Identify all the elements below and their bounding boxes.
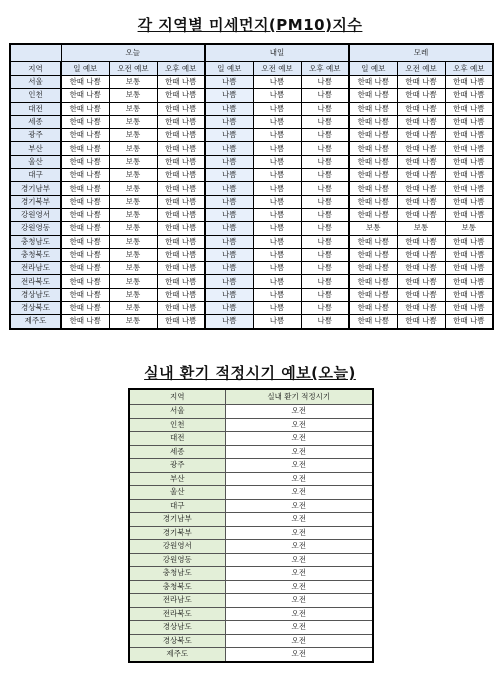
forecast-cell: 보통 [109, 169, 157, 182]
forecast-cell: 나쁨 [253, 195, 301, 208]
forecast-cell: 나쁨 [301, 182, 349, 195]
forecast-cell: 나쁨 [205, 195, 253, 208]
table-row [129, 607, 373, 621]
forecast-cell: 한때 나쁨 [349, 235, 397, 248]
forecast-cell: 한때 나쁨 [397, 182, 445, 195]
forecast-cell: 한때 나쁨 [397, 288, 445, 301]
vent-region-cell: 세종 [129, 445, 225, 459]
forecast-cell: 한때 나쁨 [397, 195, 445, 208]
forecast-cell: 나쁨 [205, 129, 253, 142]
forecast-cell: 나쁨 [253, 302, 301, 315]
forecast-cell: 나쁨 [301, 76, 349, 89]
forecast-cell: 한때 나쁨 [61, 89, 109, 102]
forecast-cell: 한때 나쁨 [61, 182, 109, 195]
forecast-cell: 한때 나쁨 [397, 155, 445, 168]
forecast-cell: 한때 나쁨 [445, 169, 493, 182]
forecast-cell: 나쁨 [301, 115, 349, 128]
forecast-cell: 나쁨 [301, 235, 349, 248]
forecast-cell: 나쁨 [301, 169, 349, 182]
forecast-cell: 보통 [109, 302, 157, 315]
forecast-cell: 나쁨 [253, 102, 301, 115]
forecast-cell: 나쁨 [205, 248, 253, 261]
period-header: 오전 예보 [397, 62, 445, 76]
forecast-cell: 보통 [109, 195, 157, 208]
forecast-cell: 보통 [109, 115, 157, 128]
region-cell: 대구 [10, 169, 61, 182]
ventilation-title: 실내 환기 적정시기 예보(오늘) [144, 364, 356, 382]
forecast-cell: 보통 [109, 102, 157, 115]
region-cell: 충청북도 [10, 248, 61, 261]
table-row [129, 634, 373, 648]
vent-region-cell: 충청남도 [129, 567, 225, 581]
forecast-cell: 한때 나쁨 [445, 248, 493, 261]
forecast-cell: 한때 나쁨 [445, 288, 493, 301]
forecast-cell: 한때 나쁨 [445, 208, 493, 221]
vent-time-cell: 오전 [225, 513, 373, 527]
table-row [10, 169, 493, 182]
forecast-cell: 한때 나쁨 [397, 76, 445, 89]
period-header: 오후 예보 [301, 62, 349, 76]
forecast-cell: 나쁨 [301, 302, 349, 315]
day-header: 내일 [205, 44, 349, 62]
forecast-cell: 나쁨 [253, 115, 301, 128]
forecast-cell: 한때 나쁨 [157, 89, 205, 102]
forecast-cell: 나쁨 [205, 208, 253, 221]
forecast-cell: 나쁨 [205, 222, 253, 235]
forecast-cell: 나쁨 [301, 142, 349, 155]
vent-region-cell: 충청북도 [129, 580, 225, 594]
period-header: 오전 예보 [253, 62, 301, 76]
forecast-cell: 한때 나쁨 [397, 115, 445, 128]
forecast-cell: 한때 나쁨 [397, 208, 445, 221]
forecast-cell: 나쁨 [205, 142, 253, 155]
forecast-cell: 한때 나쁨 [157, 248, 205, 261]
forecast-cell: 한때 나쁨 [61, 222, 109, 235]
forecast-cell: 한때 나쁨 [397, 169, 445, 182]
forecast-cell: 한때 나쁨 [61, 195, 109, 208]
forecast-cell: 한때 나쁨 [349, 288, 397, 301]
forecast-cell: 한때 나쁨 [61, 248, 109, 261]
vent-region-cell: 서울 [129, 405, 225, 419]
forecast-cell: 한때 나쁨 [61, 155, 109, 168]
forecast-cell: 보통 [349, 222, 397, 235]
forecast-cell: 보통 [109, 155, 157, 168]
forecast-cell: 한때 나쁨 [445, 275, 493, 288]
forecast-cell: 나쁨 [205, 102, 253, 115]
vent-time-cell: 오전 [225, 648, 373, 662]
forecast-cell: 한때 나쁨 [349, 76, 397, 89]
region-cell: 제주도 [10, 315, 61, 329]
forecast-cell: 나쁨 [205, 155, 253, 168]
vent-region-cell: 부산 [129, 472, 225, 486]
region-cell: 울산 [10, 155, 61, 168]
vent-time-cell: 오전 [225, 526, 373, 540]
forecast-cell: 나쁨 [205, 275, 253, 288]
forecast-cell: 한때 나쁨 [157, 315, 205, 329]
table-row [10, 302, 493, 315]
vent-region-cell: 대구 [129, 499, 225, 513]
region-cell: 경기남부 [10, 182, 61, 195]
forecast-cell: 한때 나쁨 [397, 102, 445, 115]
forecast-cell: 나쁨 [253, 262, 301, 275]
region-cell: 경상북도 [10, 302, 61, 315]
forecast-cell: 나쁨 [253, 182, 301, 195]
region-cell: 대전 [10, 102, 61, 115]
forecast-cell: 한때 나쁨 [349, 89, 397, 102]
corner-cell [10, 44, 61, 62]
forecast-cell: 보통 [109, 288, 157, 301]
vent-time-header: 실내 환기 적정시기 [225, 389, 373, 405]
forecast-cell: 보통 [109, 222, 157, 235]
forecast-cell: 한때 나쁨 [349, 129, 397, 142]
region-column-header: 지역 [10, 62, 61, 76]
forecast-cell: 한때 나쁨 [397, 315, 445, 329]
forecast-cell: 나쁨 [253, 275, 301, 288]
forecast-cell: 나쁨 [301, 288, 349, 301]
forecast-cell: 나쁨 [253, 208, 301, 221]
vent-region-cell: 강원영동 [129, 553, 225, 567]
forecast-cell: 나쁨 [253, 169, 301, 182]
table-row [129, 459, 373, 473]
forecast-cell: 한때 나쁨 [445, 302, 493, 315]
forecast-cell: 나쁨 [301, 129, 349, 142]
vent-time-cell: 오전 [225, 499, 373, 513]
forecast-cell: 한때 나쁨 [61, 275, 109, 288]
period-header: 일 예보 [205, 62, 253, 76]
vent-region-cell: 대전 [129, 432, 225, 446]
forecast-cell: 한때 나쁨 [157, 222, 205, 235]
forecast-cell: 한때 나쁨 [157, 262, 205, 275]
table-row [129, 580, 373, 594]
vent-region-cell: 인천 [129, 418, 225, 432]
vent-time-cell: 오전 [225, 580, 373, 594]
table-row [129, 432, 373, 446]
forecast-cell: 한때 나쁨 [397, 129, 445, 142]
vent-time-cell: 오전 [225, 445, 373, 459]
forecast-cell: 한때 나쁨 [61, 76, 109, 89]
table-row [10, 248, 493, 261]
forecast-cell: 나쁨 [205, 182, 253, 195]
vent-region-cell: 제주도 [129, 648, 225, 662]
forecast-cell: 나쁨 [205, 169, 253, 182]
forecast-cell: 나쁨 [301, 195, 349, 208]
forecast-cell: 한때 나쁨 [61, 115, 109, 128]
vent-time-cell: 오전 [225, 405, 373, 419]
forecast-cell: 한때 나쁨 [157, 208, 205, 221]
forecast-cell: 한때 나쁨 [349, 315, 397, 329]
region-cell: 경기북부 [10, 195, 61, 208]
forecast-cell: 한때 나쁨 [157, 235, 205, 248]
region-cell: 서울 [10, 76, 61, 89]
forecast-cell: 한때 나쁨 [445, 195, 493, 208]
period-header: 일 예보 [349, 62, 397, 76]
forecast-cell: 한때 나쁨 [445, 76, 493, 89]
forecast-cell: 보통 [109, 235, 157, 248]
forecast-cell: 한때 나쁨 [397, 142, 445, 155]
forecast-cell: 나쁨 [205, 89, 253, 102]
forecast-cell: 한때 나쁨 [445, 102, 493, 115]
forecast-cell: 한때 나쁨 [349, 169, 397, 182]
forecast-cell: 나쁨 [253, 129, 301, 142]
forecast-cell: 보통 [397, 222, 445, 235]
vent-time-cell: 오전 [225, 472, 373, 486]
forecast-cell: 나쁨 [301, 262, 349, 275]
forecast-cell: 한때 나쁨 [157, 169, 205, 182]
table-row [129, 472, 373, 486]
ventilation-table [128, 388, 374, 663]
table-row [10, 235, 493, 248]
vent-region-cell: 경기남부 [129, 513, 225, 527]
table-row [10, 142, 493, 155]
vent-region-cell: 전라남도 [129, 594, 225, 608]
table-row [129, 513, 373, 527]
forecast-cell: 한때 나쁨 [157, 76, 205, 89]
forecast-cell: 한때 나쁨 [61, 129, 109, 142]
forecast-cell: 보통 [109, 275, 157, 288]
vent-region-header: 지역 [129, 389, 225, 405]
forecast-cell: 한때 나쁨 [349, 102, 397, 115]
forecast-cell: 보통 [109, 262, 157, 275]
table-row [10, 155, 493, 168]
forecast-cell: 나쁨 [205, 262, 253, 275]
vent-time-cell: 오전 [225, 634, 373, 648]
vent-time-cell: 오전 [225, 432, 373, 446]
table-row [10, 315, 493, 329]
vent-region-cell: 경기북부 [129, 526, 225, 540]
forecast-cell: 보통 [109, 76, 157, 89]
forecast-cell: 나쁨 [301, 89, 349, 102]
vent-time-cell: 오전 [225, 607, 373, 621]
forecast-cell: 나쁨 [205, 76, 253, 89]
period-header: 오후 예보 [157, 62, 205, 76]
table-row [129, 553, 373, 567]
table-row [129, 594, 373, 608]
vent-time-cell: 오전 [225, 621, 373, 635]
table-row [129, 540, 373, 554]
forecast-cell: 나쁨 [205, 288, 253, 301]
vent-time-cell: 오전 [225, 418, 373, 432]
forecast-cell: 한때 나쁨 [445, 262, 493, 275]
period-header: 일 예보 [61, 62, 109, 76]
forecast-cell: 한때 나쁨 [397, 302, 445, 315]
region-cell: 전라북도 [10, 275, 61, 288]
pm10-forecast-table [9, 43, 494, 330]
forecast-cell: 한때 나쁨 [445, 142, 493, 155]
forecast-cell: 한때 나쁨 [349, 155, 397, 168]
forecast-cell: 한때 나쁨 [445, 315, 493, 329]
table-row [129, 567, 373, 581]
forecast-cell: 한때 나쁨 [349, 115, 397, 128]
table-row [129, 405, 373, 419]
forecast-cell: 한때 나쁨 [61, 302, 109, 315]
forecast-cell: 한때 나쁨 [61, 315, 109, 329]
period-header: 오후 예보 [445, 62, 493, 76]
vent-time-cell: 오전 [225, 553, 373, 567]
forecast-cell: 나쁨 [253, 89, 301, 102]
table-row [10, 262, 493, 275]
forecast-cell: 한때 나쁨 [157, 302, 205, 315]
forecast-cell: 한때 나쁨 [157, 195, 205, 208]
table-row [10, 89, 493, 102]
table-row [10, 195, 493, 208]
day-header: 오늘 [61, 44, 205, 62]
forecast-cell: 보통 [109, 208, 157, 221]
forecast-cell: 나쁨 [253, 235, 301, 248]
forecast-cell: 한때 나쁨 [349, 262, 397, 275]
forecast-cell: 한때 나쁨 [349, 275, 397, 288]
forecast-cell: 나쁨 [253, 222, 301, 235]
region-cell: 부산 [10, 142, 61, 155]
forecast-cell: 한때 나쁨 [349, 195, 397, 208]
forecast-cell: 한때 나쁨 [445, 182, 493, 195]
forecast-cell: 나쁨 [301, 222, 349, 235]
forecast-cell: 한때 나쁨 [61, 288, 109, 301]
forecast-cell: 나쁨 [301, 275, 349, 288]
forecast-cell: 한때 나쁨 [397, 235, 445, 248]
forecast-cell: 한때 나쁨 [349, 248, 397, 261]
forecast-cell: 한때 나쁨 [349, 142, 397, 155]
table-row [10, 102, 493, 115]
forecast-cell: 나쁨 [205, 235, 253, 248]
vent-time-cell: 오전 [225, 594, 373, 608]
table-row [129, 486, 373, 500]
forecast-cell: 나쁨 [253, 248, 301, 261]
region-cell: 경상남도 [10, 288, 61, 301]
forecast-cell: 한때 나쁨 [157, 115, 205, 128]
table-row [129, 445, 373, 459]
vent-region-cell: 경상남도 [129, 621, 225, 635]
table-row [129, 418, 373, 432]
forecast-cell: 한때 나쁨 [397, 248, 445, 261]
table-row [129, 648, 373, 662]
vent-time-cell: 오전 [225, 540, 373, 554]
forecast-cell: 나쁨 [205, 115, 253, 128]
forecast-cell: 보통 [109, 248, 157, 261]
table-row [10, 129, 493, 142]
forecast-cell: 한때 나쁨 [61, 142, 109, 155]
forecast-cell: 나쁨 [205, 315, 253, 329]
forecast-cell: 한때 나쁨 [445, 89, 493, 102]
vent-time-cell: 오전 [225, 459, 373, 473]
forecast-cell: 나쁨 [301, 155, 349, 168]
forecast-cell: 한때 나쁨 [157, 275, 205, 288]
table-row [10, 275, 493, 288]
forecast-cell: 한때 나쁨 [445, 129, 493, 142]
region-cell: 충청남도 [10, 235, 61, 248]
forecast-cell: 한때 나쁨 [397, 262, 445, 275]
forecast-cell: 한때 나쁨 [157, 142, 205, 155]
forecast-cell: 한때 나쁨 [397, 89, 445, 102]
vent-region-cell: 광주 [129, 459, 225, 473]
table-row [129, 499, 373, 513]
table-row [10, 76, 493, 89]
forecast-cell: 나쁨 [253, 155, 301, 168]
forecast-cell: 보통 [109, 142, 157, 155]
forecast-cell: 나쁨 [301, 102, 349, 115]
vent-region-cell: 울산 [129, 486, 225, 500]
table-row [129, 621, 373, 635]
forecast-cell: 한때 나쁨 [445, 155, 493, 168]
day-header: 모레 [349, 44, 493, 62]
region-cell: 세종 [10, 115, 61, 128]
forecast-cell: 한때 나쁨 [157, 102, 205, 115]
forecast-cell: 한때 나쁨 [349, 182, 397, 195]
region-cell: 강원영서 [10, 208, 61, 221]
forecast-cell: 나쁨 [301, 315, 349, 329]
region-cell: 전라남도 [10, 262, 61, 275]
forecast-cell: 한때 나쁨 [157, 288, 205, 301]
vent-region-cell: 전라북도 [129, 607, 225, 621]
forecast-cell: 나쁨 [253, 288, 301, 301]
period-header: 오전 예보 [109, 62, 157, 76]
forecast-cell: 한때 나쁨 [445, 235, 493, 248]
forecast-cell: 보통 [109, 89, 157, 102]
table-row [10, 222, 493, 235]
forecast-cell: 나쁨 [253, 142, 301, 155]
forecast-cell: 보통 [109, 315, 157, 329]
forecast-cell: 보통 [109, 129, 157, 142]
vent-time-cell: 오전 [225, 486, 373, 500]
table-row [10, 288, 493, 301]
table-row [10, 115, 493, 128]
table-row [129, 526, 373, 540]
forecast-cell: 한때 나쁨 [349, 208, 397, 221]
vent-region-cell: 경상북도 [129, 634, 225, 648]
forecast-cell: 한때 나쁨 [61, 102, 109, 115]
region-cell: 인천 [10, 89, 61, 102]
forecast-cell: 한때 나쁨 [157, 182, 205, 195]
forecast-cell: 한때 나쁨 [61, 208, 109, 221]
forecast-cell: 나쁨 [253, 76, 301, 89]
forecast-title: 각 지역별 미세먼지(PM10)지수 [137, 16, 363, 34]
region-cell: 광주 [10, 129, 61, 142]
forecast-cell: 보통 [445, 222, 493, 235]
forecast-cell: 한때 나쁨 [61, 235, 109, 248]
forecast-cell: 한때 나쁨 [157, 155, 205, 168]
vent-region-cell: 강원영서 [129, 540, 225, 554]
forecast-cell: 한때 나쁨 [61, 169, 109, 182]
forecast-cell: 한때 나쁨 [349, 302, 397, 315]
forecast-cell: 나쁨 [253, 315, 301, 329]
vent-time-cell: 오전 [225, 567, 373, 581]
table-row [10, 182, 493, 195]
forecast-cell: 나쁨 [301, 208, 349, 221]
table-row [10, 208, 493, 221]
forecast-cell: 한때 나쁨 [445, 115, 493, 128]
region-cell: 강원영동 [10, 222, 61, 235]
forecast-cell: 나쁨 [301, 248, 349, 261]
forecast-cell: 나쁨 [205, 302, 253, 315]
forecast-cell: 보통 [109, 182, 157, 195]
forecast-cell: 한때 나쁨 [61, 262, 109, 275]
forecast-cell: 한때 나쁨 [157, 129, 205, 142]
forecast-cell: 한때 나쁨 [397, 275, 445, 288]
